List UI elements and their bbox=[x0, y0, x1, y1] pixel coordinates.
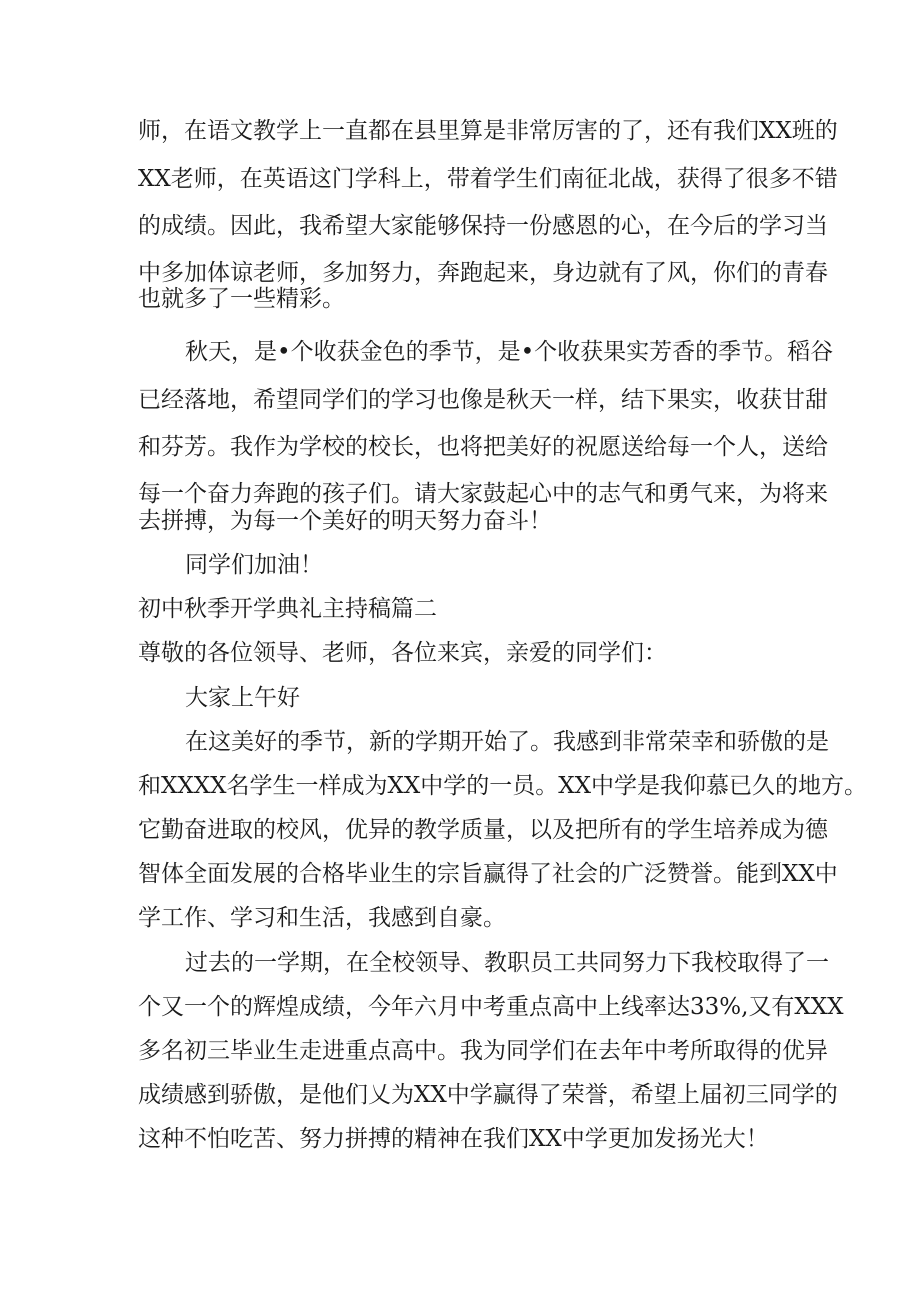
paragraph-line: 和XXXX名学生一样成为XX中学的一员。XX中学是我仰慕已久的地方。 bbox=[138, 773, 867, 799]
salutation-line: 尊敬的各位领导、老师，各位来宾，亲爱的同学们： bbox=[138, 640, 667, 666]
paragraph-line: 学工作、学习和生活，我感到自豪。 bbox=[138, 905, 506, 931]
paragraph-line: 和芬芳。我作为学校的校长，也将把美好的祝愿送给每一个人，送给 bbox=[138, 434, 828, 460]
paragraph-line: 智体全面发展的合格毕业生的宗旨赢得了社会的广泛赞誉。能到XX中 bbox=[138, 861, 838, 887]
paragraph-line: 这种不怕吃苦、努力拼搏的精神在我们XX中学更加发扬光大！ bbox=[138, 1126, 769, 1152]
paragraph-line: 秋天，是•个收获金色的季节，是•个收获果实芳香的季节。稻谷 bbox=[185, 339, 834, 365]
paragraph-line: 个又一个的辉煌成绩，今年六月中考重点高中上线率达33%,又有XXX bbox=[138, 994, 844, 1020]
paragraph-line: 已经落地，希望同学们的学习也像是秋天一样，结下果实，收获甘甜 bbox=[138, 387, 828, 413]
paragraph-line: 多名初三毕业生走进重点高中。我为同学们在去年中考所取得的优异 bbox=[138, 1038, 828, 1064]
paragraph-line: 师，在语文教学上一直都在县里算是非常厉害的了，还有我们XX班的 bbox=[138, 118, 838, 144]
paragraph-line: 每一个奋力奔跑的孩子们。请大家鼓起心中的志气和勇气来，为将来 bbox=[138, 481, 828, 507]
paragraph-line: 去拼搏，为每一个美好的明天努力奋斗！ bbox=[138, 508, 552, 534]
paragraph-line: 成绩感到骄傲，是他们乂为XX中学赢得了荣誉，希望上届初三同学的 bbox=[138, 1082, 838, 1108]
paragraph-line: 的成绩。因此，我希望大家能够保持一份感恩的心，在今后的学习当 bbox=[138, 213, 828, 239]
paragraph-line: 过去的一学期，在全校领导、教职员工共同努力下我校取得了一 bbox=[185, 950, 829, 976]
greeting-line: 大家上午好 bbox=[185, 685, 300, 711]
paragraph-line: 中多加体谅老师，多加努力，奔跑起来，身边就有了风，你们的青春 bbox=[138, 260, 828, 286]
paragraph-line: 同学们加油！ bbox=[185, 552, 323, 578]
paragraph-line: 在这美好的季节，新的学期开始了。我感到非常荣幸和骄傲的是 bbox=[185, 729, 829, 755]
paragraph-line: XX老师，在英语这门学科上，带着学生们南征北战，获得了很多不错 bbox=[138, 166, 838, 192]
paragraph-line: 也就多了一些精彩。 bbox=[138, 286, 345, 312]
paragraph-line: 它勤奋进取的校风，优异的教学质量，以及把所有的学生培养成为德 bbox=[138, 817, 828, 843]
section-heading: 初中秋季开学典礼主持稿篇二 bbox=[138, 596, 437, 622]
